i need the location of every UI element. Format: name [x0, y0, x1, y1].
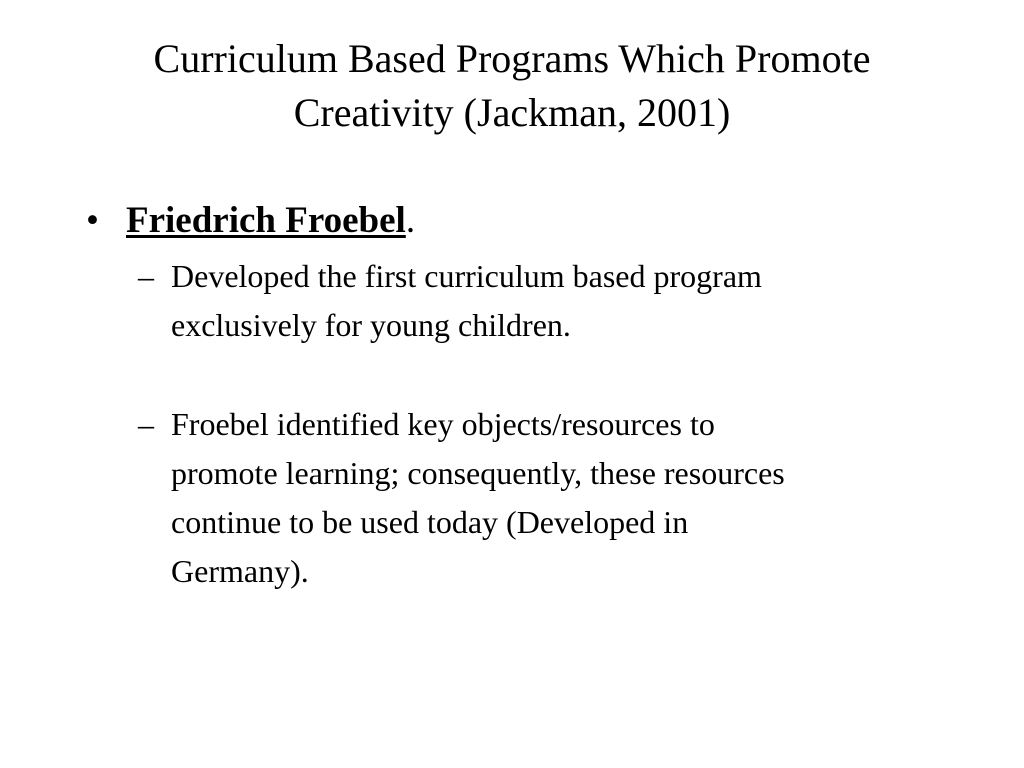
sub-bullet-item	[86, 252, 966, 350]
dash-icon: –	[138, 258, 154, 294]
sub-bullet-line: continue to be used today (Developed in	[171, 504, 689, 540]
sub-bullet-line: Developed the first curriculum based program	[171, 258, 762, 294]
slide-title-line-1: Curriculum Based Programs Which Promote	[153, 36, 871, 81]
slide-title	[60, 32, 964, 140]
sub-bullet-item	[86, 400, 966, 596]
bullet-heading-period: .	[405, 200, 416, 241]
bullet-heading: Friedrich Froebel	[126, 200, 406, 241]
slide-body	[86, 196, 966, 596]
sub-bullet-line: Froebel identified key objects/resources to	[171, 406, 715, 442]
slide-title-line-2: Creativity (Jackman, 2001)	[293, 90, 731, 135]
sub-bullet-line: exclusively for young children.	[171, 307, 571, 343]
bullet-item	[86, 196, 966, 246]
dash-icon: –	[138, 406, 154, 442]
sub-bullet-line: promote learning; consequently, these resources	[171, 455, 785, 491]
bullet-dot-icon: •	[86, 200, 99, 241]
sub-bullet-line: Germany).	[171, 553, 309, 589]
